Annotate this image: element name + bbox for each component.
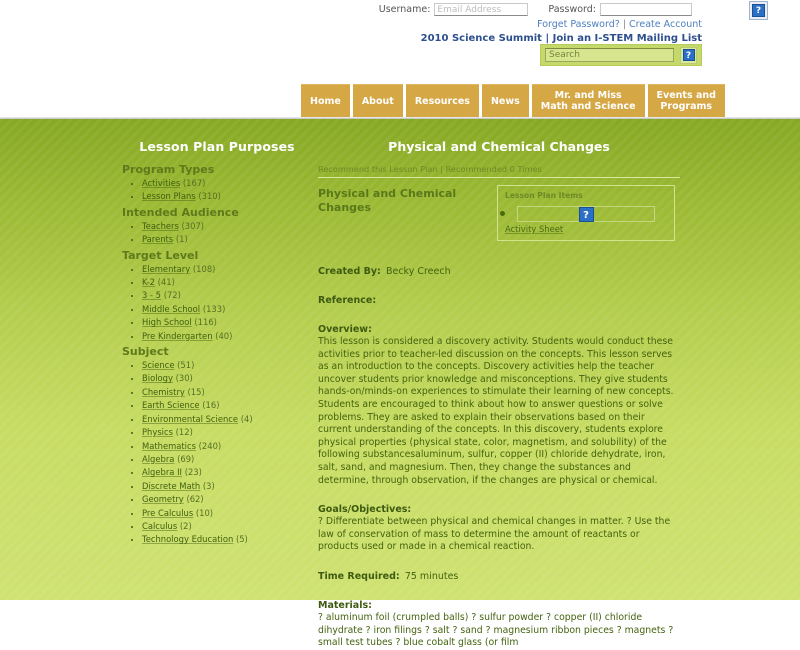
nav-item-resources[interactable] — [406, 84, 479, 117]
create-account-link[interactable]: Create Account — [629, 19, 702, 30]
science-summit-link[interactable]: 2010 Science Summit — [420, 33, 542, 44]
sidebar-group-subject: Subject — [122, 345, 169, 359]
main-content — [318, 139, 680, 650]
sidebar-link-activities[interactable]: Activities — [142, 178, 181, 188]
lesson-plan-item-activity-sheet-link[interactable]: Activity Sheet — [505, 224, 564, 234]
list-item[interactable] — [142, 507, 312, 520]
list-item[interactable] — [142, 466, 312, 479]
sidebar-link-mathematics[interactable]: Mathematics — [142, 440, 196, 451]
sidebar-count-lesson-plans: (310) — [198, 191, 221, 202]
time-required-label: Time Required — [318, 570, 396, 582]
password-label: Password: — [548, 4, 596, 15]
links-separator-2: | — [545, 33, 550, 44]
sidebar-link-earth-science[interactable]: Earth Science — [142, 400, 200, 411]
nav-label-events-line2: Programs — [660, 101, 713, 112]
sidebar-count-chemistry: (15) — [187, 386, 205, 397]
sidebar-list-subject — [122, 359, 312, 547]
recommend-lesson-plan-link[interactable]: Recommend this Lesson Plan — [318, 164, 438, 174]
goals-text: ? Differentiate between physical and chemical changes in matter. ? Use the law of conservation of mass to determine the amount of reactants or products used or made in a chemical reaction. — [318, 516, 671, 553]
sidebar-count-environmental-science: (4) — [240, 413, 253, 424]
username-input[interactable] — [434, 3, 528, 16]
sidebar-link-algebra[interactable]: Algebra — [142, 453, 175, 464]
sidebar-count-calculus: (2) — [179, 520, 192, 531]
login-row — [0, 3, 800, 16]
links-separator-1: | — [622, 19, 627, 30]
time-required-value: 75 minutes — [404, 570, 459, 582]
nav-label-home-line1: Home — [310, 95, 341, 107]
nav-label-mrmiss-line1: Mr. and Miss — [554, 90, 622, 101]
sidebar-title: Lesson Plan Purposes — [139, 139, 295, 154]
overview-section: Overview: This lesson is considered a discovery activity. Students would conduct these activities prior to teacher-led discussion on the concepts. This lesson serves as an introduction to the concepts. Discovery activities help the teacher uncover students prior knowledge and misconceptions. They give students hands-on/minds-on experiences to stimulate their learning of new concepts. Students are encouraged to think about how to answer questions or solve problems. They are asked to explain their observations based on their current understanding of the concepts. In this discovery, students explore physical properties (physical state, color, magnetism, and solubility) of the following substancesaluminum, sulfur, copper (II) chloride dehydrate, iron, salt, sand, and magnesium. Then, they change the substances and determine, through observation, if the changes are physical or chemical. — [318, 317, 680, 487]
list-item[interactable] — [142, 493, 312, 506]
lesson-plan-name: Physical and Chemical Changes — [318, 187, 457, 214]
nav-item-mr-and-miss-math-and-science[interactable] — [532, 84, 645, 117]
list-item[interactable] — [142, 359, 312, 372]
reference-label: Reference — [318, 295, 373, 306]
nav-item-news[interactable] — [482, 84, 529, 117]
sidebar-count-physics: (12) — [175, 427, 193, 438]
lesson-plan-items-title: Lesson Plan Items — [505, 191, 583, 200]
login-submit-button[interactable] — [749, 1, 768, 20]
sidebar-count-3-5: (72) — [163, 290, 181, 301]
sidebar-link-geometry[interactable]: Geometry — [142, 494, 184, 505]
lesson-plan-header-row — [318, 187, 680, 245]
sidebar-link-high-school[interactable]: High School — [142, 317, 192, 328]
sidebar-link-environmental-science[interactable]: Environmental Science — [142, 413, 239, 424]
sidebar-count-elementary: (108) — [192, 263, 216, 274]
list-item[interactable] — [142, 399, 312, 412]
sidebar-count-algebra: (69) — [177, 453, 195, 464]
list-item[interactable] — [142, 303, 312, 316]
broken-image-icon: ? — [752, 4, 765, 17]
list-item[interactable] — [142, 426, 312, 439]
sidebar-link-pre-calculus[interactable]: Pre Calculus — [142, 507, 194, 518]
list-item[interactable] — [142, 453, 312, 466]
forget-password-link[interactable]: Forget Password? — [537, 19, 620, 30]
sidebar-link-calculus[interactable]: Calculus — [142, 520, 178, 531]
sidebar-count-mathematics: (240) — [198, 440, 222, 451]
lesson-plan-item-thumbnail[interactable] — [517, 206, 655, 222]
created-by-row: Created By: Becky Creech — [318, 266, 451, 277]
sidebar-link-biology[interactable]: Biology — [142, 373, 173, 384]
sidebar-count-discrete-math: (3) — [202, 480, 215, 491]
sidebar-link-lesson-plans[interactable]: Lesson Plans — [142, 191, 196, 202]
sidebar-count-activities: (167) — [182, 178, 206, 188]
sidebar-link-pre-kindergarten[interactable]: Pre Kindergarten — [142, 330, 213, 341]
sidebar-count-science: (51) — [177, 360, 195, 371]
created-by-value: Becky Creech — [385, 266, 451, 277]
main-navigation — [301, 84, 725, 117]
list-item[interactable] — [142, 316, 312, 329]
list-item[interactable] — [505, 204, 667, 234]
nav-label-events-line1: Events and — [656, 90, 716, 101]
sidebar-count-parents: (1) — [175, 234, 188, 245]
recommended-times-text: Recommended 0 Times — [445, 164, 542, 174]
sidebar-link-k-2[interactable]: K-2 — [142, 277, 155, 288]
password-input[interactable] — [600, 3, 692, 16]
nav-label-mrmiss-line2: Math and Science — [540, 101, 636, 112]
overview-text: This lesson is considered a discovery activity. Students would conduct these activities prior to teacher-led discussion on the concepts. This lesson serves as an introduction to the concepts. Discovery activities help the teacher uncover students prior knowledge and misconceptions. They give students hands-on/minds-on experiences to stimulate their learning of new concepts. Students are encouraged to think about how to answer questions or solve problems. They are asked to explain their observations based on their current understanding of the concepts. In this discovery, students explore physical properties (physical state, color, magnetism, and solubility) of the following substancesaluminum, sulfur, copper (II) chloride dehydrate, iron, salt, sand, and magnesium. Then, they change the substances and determine, through observation, if the changes are physical or chemical. — [318, 336, 674, 486]
goals-label: Goals/Objectives — [318, 504, 408, 516]
sidebar-list-intended-audience — [122, 220, 312, 247]
sidebar-link-elementary[interactable]: Elementary — [142, 263, 191, 274]
header-links — [421, 19, 702, 45]
sidebar-count-high-school: (116) — [194, 317, 217, 328]
nav-item-home[interactable] — [301, 84, 350, 117]
sidebar-link-chemistry[interactable]: Chemistry — [142, 386, 185, 397]
search-input[interactable] — [545, 48, 674, 62]
lesson-plan-items-list — [505, 204, 667, 234]
page-body — [0, 119, 800, 649]
recommend-separator: | — [440, 164, 443, 174]
list-item[interactable] — [142, 263, 312, 276]
list-item[interactable] — [142, 533, 312, 546]
sidebar-count-earth-science: (16) — [202, 400, 220, 411]
mailing-list-link[interactable]: Join an I-STEM Mailing List — [552, 33, 702, 44]
nav-label-about-line1: About — [361, 95, 394, 107]
sidebar-group-program-types: Program Types — [122, 163, 215, 176]
created-by-label: Created By — [318, 266, 378, 277]
header-links-row-1 — [421, 19, 702, 31]
broken-image-icon: ? — [579, 207, 594, 222]
site-header — [0, 0, 800, 112]
sidebar-count-technology-education: (5) — [235, 534, 248, 545]
sidebar-count-k-2: (41) — [157, 277, 175, 288]
search-button[interactable] — [680, 47, 697, 64]
nav-item-events-and-programs[interactable] — [648, 84, 725, 117]
sidebar-link-parents[interactable]: Parents — [142, 234, 174, 245]
sidebar-count-middle-school: (133) — [202, 303, 226, 314]
sidebar-group-target-level: Target Level — [122, 248, 199, 262]
sidebar-link-discrete-math[interactable]: Discrete Math — [142, 480, 201, 491]
list-item[interactable] — [142, 440, 312, 453]
sidebar-count-pre-kindergarten: (40) — [215, 330, 233, 341]
overview-label: Overview — [318, 324, 369, 335]
sidebar-list-target-level — [122, 263, 312, 343]
list-item[interactable] — [142, 372, 312, 385]
list-item[interactable] — [142, 190, 312, 203]
username-label: Username: — [378, 4, 431, 15]
nav-label-resources-line1: Resources — [414, 95, 470, 107]
time-required-row: Time Required: 75 minutes — [318, 570, 459, 582]
goals-section: Goals/Objectives: ? Differentiate between physical and chemical changes in matter. ? Use the law of conservation of mass to determine the amount of reactants or products used or made in a chemical reaction. — [318, 497, 680, 554]
sidebar — [122, 139, 312, 547]
list-item[interactable] — [142, 386, 312, 399]
list-item[interactable] — [142, 480, 312, 493]
nav-label-news-line1: News — [490, 95, 520, 107]
recommend-bar — [318, 164, 680, 178]
sidebar-count-pre-calculus: (10) — [195, 507, 214, 518]
nav-item-about[interactable] — [353, 84, 403, 117]
search-box — [540, 44, 702, 66]
sidebar-link-algebra-ii[interactable]: Algebra II — [142, 467, 183, 478]
list-item[interactable] — [142, 233, 312, 246]
sidebar-count-teachers: (307) — [181, 220, 205, 231]
list-item[interactable] — [142, 177, 312, 190]
sidebar-count-geometry: (62) — [186, 494, 204, 505]
list-item[interactable] — [142, 220, 312, 233]
sidebar-link-middle-school[interactable]: Middle School — [142, 303, 201, 314]
sidebar-link-technology-education[interactable]: Technology Education — [142, 534, 234, 545]
reference-row: Reference: — [318, 295, 377, 306]
sidebar-link-teachers[interactable]: Teachers — [142, 220, 179, 231]
lesson-plan-items-panel — [497, 185, 675, 241]
list-item[interactable] — [142, 276, 312, 289]
sidebar-link-3-5[interactable]: 3 - 5 — [142, 290, 162, 301]
list-item[interactable] — [142, 289, 312, 302]
search-broken-image-icon: ? — [683, 49, 695, 61]
sidebar-list-program-types — [122, 177, 312, 204]
list-item[interactable] — [142, 330, 312, 343]
sidebar-count-algebra-ii: (23) — [184, 467, 202, 478]
materials-label: Materials — [318, 599, 369, 611]
materials-text: ? aluminum foil (crumpled balls) ? sulfur powder ? copper (II) chloride dihydrate ? iron filings ? salt ? sand ? magnesium ribbon pieces ? magnets ? small test tubes ? blue cobalt glass (or film — [318, 611, 674, 649]
page-title: Physical and Chemical Changes — [388, 139, 610, 154]
sidebar-link-science[interactable]: Science — [142, 360, 175, 371]
sidebar-count-biology: (30) — [175, 373, 193, 384]
sidebar-group-intended-audience: Intended Audience — [122, 205, 239, 219]
list-item[interactable] — [142, 520, 312, 533]
sidebar-link-physics[interactable]: Physics — [142, 427, 173, 438]
materials-section: Materials: ? aluminum foil (crumpled balls) ? sulfur powder ? copper (II) chloride dihydrate ? iron filings ? salt ? sand ? magnesium ribbon pieces ? magnets ? small test tubes ? blue cobalt glass (or film — [318, 593, 680, 650]
list-item[interactable] — [142, 413, 312, 426]
